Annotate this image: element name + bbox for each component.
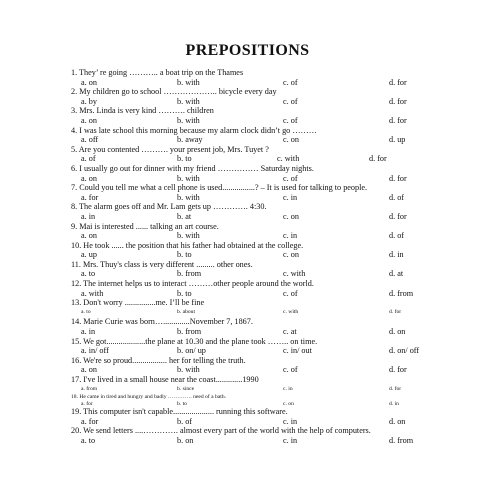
answer-options bbox=[71, 401, 451, 407]
option-a: a. by bbox=[81, 96, 97, 106]
question-list bbox=[71, 68, 451, 445]
question-20 bbox=[71, 426, 451, 445]
option-c: c. of bbox=[283, 96, 298, 106]
question-stem: 2. My children go to school ……………….. bicycle every day bbox=[71, 87, 277, 97]
option-d: d. for bbox=[389, 77, 407, 87]
option-b: b. to bbox=[177, 250, 192, 260]
option-b: b. with bbox=[177, 96, 200, 106]
answer-options bbox=[71, 231, 451, 241]
option-a: a. off bbox=[81, 135, 99, 145]
option-b: b. at bbox=[177, 211, 192, 221]
question-stem: 8. The alarm goes off and Mr. Lam gets up …………. 4:30. bbox=[71, 202, 267, 212]
question-19 bbox=[71, 407, 451, 426]
option-b: b. since bbox=[177, 385, 195, 392]
option-d: d. for bbox=[389, 308, 402, 315]
question-10 bbox=[71, 241, 451, 260]
option-d: d. on bbox=[389, 327, 406, 337]
page-title: PREPOSITIONS bbox=[185, 42, 310, 59]
question-3 bbox=[71, 106, 451, 125]
option-b: b. of bbox=[177, 416, 193, 426]
option-c: c. of bbox=[283, 77, 298, 87]
option-a: a. up bbox=[81, 250, 97, 260]
question-8 bbox=[71, 202, 451, 221]
option-d: d. on/ off bbox=[389, 346, 420, 356]
option-c: c. on bbox=[283, 250, 299, 260]
option-c: c. in bbox=[283, 385, 293, 392]
question-17 bbox=[71, 375, 451, 394]
option-c: c. of bbox=[283, 365, 298, 375]
question-5 bbox=[71, 145, 451, 164]
question-2 bbox=[71, 87, 451, 106]
question-9 bbox=[71, 222, 451, 241]
option-a: a. to bbox=[81, 269, 96, 279]
option-d: d. of bbox=[389, 231, 405, 241]
question-stem: 5. Are you contented ………. your present job, Mrs. Tuyet ? bbox=[71, 144, 269, 154]
answer-options bbox=[71, 385, 451, 395]
answer-options bbox=[71, 174, 451, 184]
option-c: c. with bbox=[277, 154, 300, 164]
option-b: b. with bbox=[177, 115, 200, 125]
option-d: d. for bbox=[369, 154, 387, 164]
option-d: d. for bbox=[389, 173, 407, 183]
option-c: c. at bbox=[283, 327, 297, 337]
option-b: b. with bbox=[177, 365, 200, 375]
option-a: a. in/ off bbox=[81, 346, 109, 356]
question-14 bbox=[71, 317, 451, 336]
option-d: d. in bbox=[389, 250, 404, 260]
question-stem: 3. Mrs. Linda is very kind ………. children bbox=[71, 106, 214, 116]
answer-options bbox=[71, 327, 451, 337]
question-stem: 7. Could you tell me what a cell phone is used................? – It is used for talking to people. bbox=[71, 183, 368, 193]
option-b: b. on/ up bbox=[177, 346, 206, 356]
question-stem: 11. Mrs. Thuy's class is very different ......... other ones. bbox=[71, 259, 253, 269]
option-d: d. for bbox=[389, 115, 407, 125]
option-c: c. in bbox=[283, 192, 298, 202]
option-b: b. to bbox=[177, 288, 192, 298]
question-stem: 1. They’ re going ……….. a boat trip on the Thames bbox=[71, 68, 244, 77]
question-stem: 17. I've lived in a small house near the coast.............1990 bbox=[71, 375, 259, 384]
answer-options bbox=[71, 346, 451, 356]
question-stem: 6. I usually go out for dinner with my friend …………… Saturday nights. bbox=[71, 163, 314, 173]
option-d: d. from bbox=[389, 435, 414, 445]
answer-options bbox=[71, 250, 451, 260]
option-b: b. from bbox=[177, 269, 202, 279]
option-b: b. from bbox=[177, 327, 202, 337]
option-d: d. for bbox=[389, 385, 402, 392]
option-d: d. for bbox=[389, 365, 407, 375]
option-b: b. to bbox=[177, 154, 192, 164]
option-a: a. on bbox=[81, 173, 97, 183]
answer-options bbox=[71, 78, 451, 88]
option-a: a. to bbox=[81, 308, 91, 315]
option-b: b. with bbox=[177, 192, 200, 202]
option-a: a. for bbox=[81, 192, 99, 202]
question-stem: 19. This computer isn't capable.................... running this software. bbox=[71, 406, 288, 416]
option-c: c. of bbox=[283, 288, 298, 298]
option-a: a. on bbox=[81, 231, 97, 241]
answer-options bbox=[71, 417, 451, 427]
option-c: c. on bbox=[283, 211, 299, 221]
question-11 bbox=[71, 260, 451, 279]
question-18 bbox=[71, 394, 451, 407]
question-stem: 12. The internet helps us to interact ………other people around the world. bbox=[71, 279, 314, 289]
option-a: a. in bbox=[81, 327, 96, 337]
option-b: b. away bbox=[177, 135, 203, 145]
option-b: b. with bbox=[177, 173, 200, 183]
option-c: c. of bbox=[283, 115, 298, 125]
answer-options bbox=[71, 154, 451, 164]
question-1 bbox=[71, 68, 451, 87]
question-12 bbox=[71, 279, 451, 298]
answer-options bbox=[71, 308, 451, 318]
option-a: a. from bbox=[81, 385, 98, 392]
question-4 bbox=[71, 126, 451, 145]
option-c: c. of bbox=[283, 173, 298, 183]
option-d: d. in bbox=[389, 400, 399, 407]
option-d: d. of bbox=[389, 192, 405, 202]
option-c: c. with bbox=[283, 308, 299, 315]
option-c: c. in bbox=[283, 231, 298, 241]
question-stem: 4. I was late school this morning because my alarm clock didn’t go ……… bbox=[71, 125, 317, 135]
option-b: b. with bbox=[177, 231, 200, 241]
option-b: b. to bbox=[177, 400, 187, 407]
option-c: c. with bbox=[283, 269, 306, 279]
option-b: b. about bbox=[177, 308, 196, 315]
option-a: a. for bbox=[81, 416, 99, 426]
option-a: a. on bbox=[81, 365, 97, 375]
question-stem: 9. Mai is interested ...... talking an art course. bbox=[71, 221, 219, 231]
option-b: b. on bbox=[177, 435, 194, 445]
option-a: a. on bbox=[81, 77, 97, 87]
question-stem: 14. Marie Curie was born….............November 7, 1867. bbox=[71, 317, 253, 327]
question-stem: 18. He came in tired and hungry and badly …………. need of a bath. bbox=[71, 394, 227, 401]
option-c: c. in bbox=[283, 416, 298, 426]
option-c: c. on bbox=[283, 135, 299, 145]
option-c: c. on bbox=[283, 400, 294, 407]
question-stem: 10. He took ...... the position that his father had obtained at the college. bbox=[71, 240, 304, 250]
question-stem: 15. We got...................the plane at 10.30 and the plane took …….. on time. bbox=[71, 336, 318, 346]
option-a: a. with bbox=[81, 288, 104, 298]
question-13 bbox=[71, 298, 451, 317]
question-stem: 20. We send letters ....…………. almost every part of the world with the help of computers. bbox=[71, 426, 371, 436]
option-d: d. up bbox=[389, 135, 406, 145]
option-a: a. in bbox=[81, 211, 96, 221]
answer-options bbox=[71, 289, 451, 299]
answer-options bbox=[71, 212, 451, 222]
answer-options bbox=[71, 135, 451, 145]
option-d: d. for bbox=[389, 96, 407, 106]
option-d: d. at bbox=[389, 269, 404, 279]
option-a: a. on bbox=[81, 115, 97, 125]
question-stem: 13. Don't worry ...............me. I’ll be fine bbox=[71, 298, 205, 308]
answer-options bbox=[71, 116, 451, 126]
option-a: a. for bbox=[81, 400, 93, 407]
option-c: c. in/ out bbox=[283, 346, 312, 356]
answer-options bbox=[71, 365, 451, 375]
answer-options bbox=[71, 269, 451, 279]
answer-options bbox=[71, 436, 451, 446]
question-6 bbox=[71, 164, 451, 183]
option-d: d. for bbox=[389, 211, 407, 221]
option-b: b. with bbox=[177, 77, 200, 87]
question-16 bbox=[71, 356, 451, 375]
option-a: a. of bbox=[81, 154, 96, 164]
question-15 bbox=[71, 337, 451, 356]
option-d: d. on bbox=[389, 416, 406, 426]
option-d: d. from bbox=[389, 288, 414, 298]
option-a: a. to bbox=[81, 435, 96, 445]
option-c: c. in bbox=[283, 435, 298, 445]
answer-options bbox=[71, 97, 451, 107]
question-7 bbox=[71, 183, 451, 202]
answer-options bbox=[71, 193, 451, 203]
question-stem: 16. We're so proud................. her for telling the truth. bbox=[71, 355, 246, 365]
